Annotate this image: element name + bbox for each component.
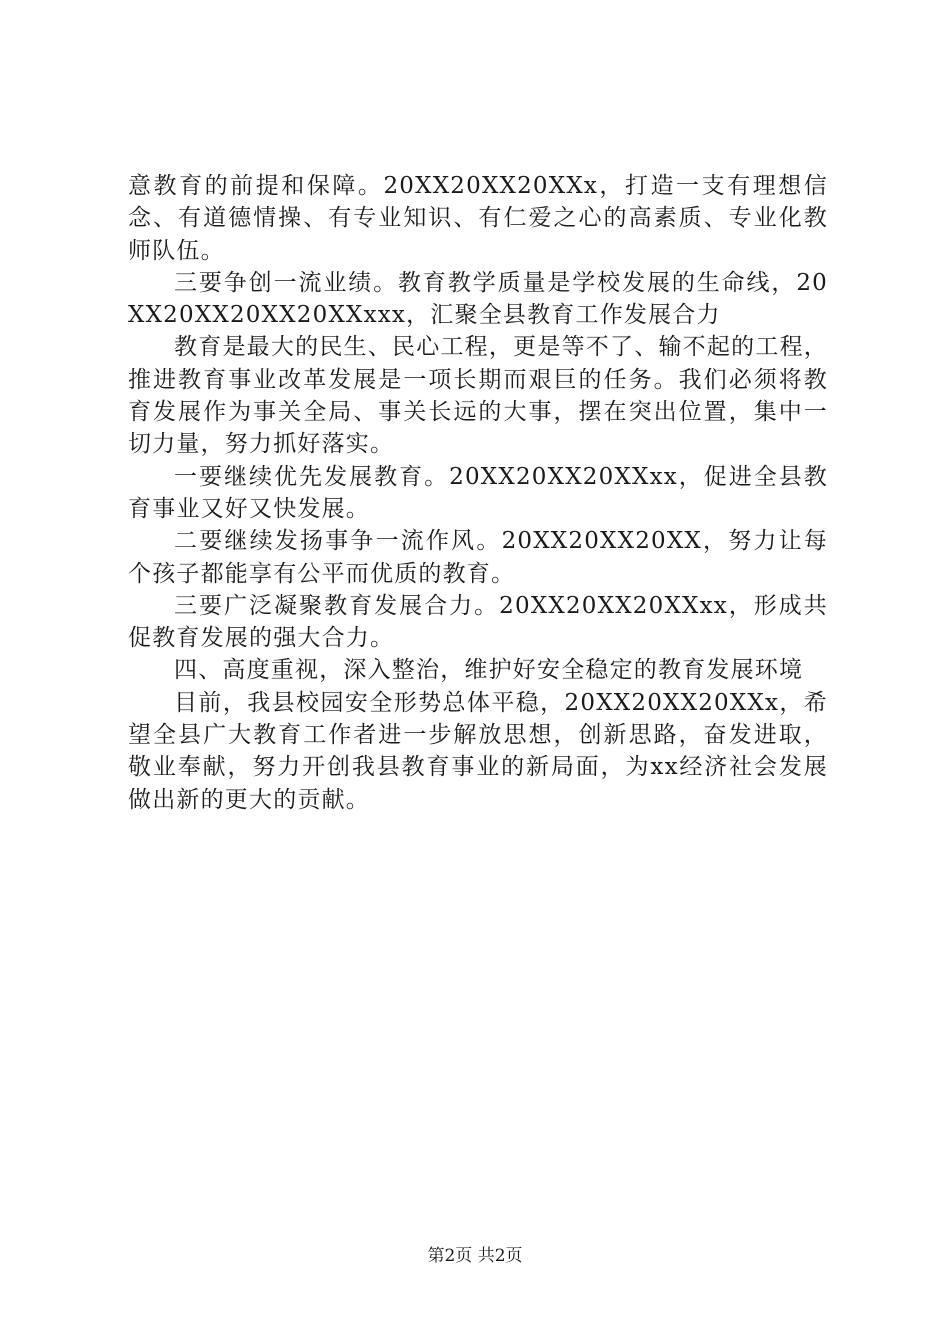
paragraph-3: 教育是最大的民生、民心工程，更是等不了、输不起的工程，推进教育事业改革发展是一项长期而艰巨的任务。我们必须将教育发展作为事关全局、事关长远的大事，摆在突出位置，集中一切力量，努力抓好落实。 bbox=[128, 334, 828, 458]
paragraph-4: 一要继续优先发展教育。20XX20XX20XXxx，促进全县教育事业又好又快发展。 bbox=[128, 463, 828, 522]
page-number-footer: 第2页 共2页 bbox=[427, 1246, 523, 1266]
paragraph-8: 目前，我县校园安全形势总体平稳，20XX20XX20XXx，希望全县广大教育工作者进一步解放思想，创新思路，奋发进取，敬业奉献，努力开创我县教育事业的新局面，为xx经济社会发展做出新的更大的贡献。 bbox=[128, 689, 828, 813]
document-body bbox=[128, 170, 828, 816]
paragraph-6: 三要广泛凝聚教育发展合力。20XX20XX20XXxx，形成共促教育发展的强大合力。 bbox=[128, 592, 828, 652]
paragraph-5: 二要继续发扬事争一流作风。20XX20XX20XX，努力让每个孩子都能享有公平而优质的教育。 bbox=[128, 528, 828, 587]
section-heading: 四、高度重视，深入整治，维护好安全稳定的教育发展环境 bbox=[174, 657, 804, 684]
paragraph-1: 意教育的前提和保障。20XX20XX20XXx，打造一支有理想信念、有道德情操、有专业知识、有仁爱之心的高素质、专业化教师队伍。 bbox=[128, 173, 828, 264]
paragraph-2: 三要争创一流业绩。教育教学质量是学校发展的生命线，20XX20XX20XX20XXxxx，汇聚全县教育工作发展合力 bbox=[128, 269, 828, 329]
